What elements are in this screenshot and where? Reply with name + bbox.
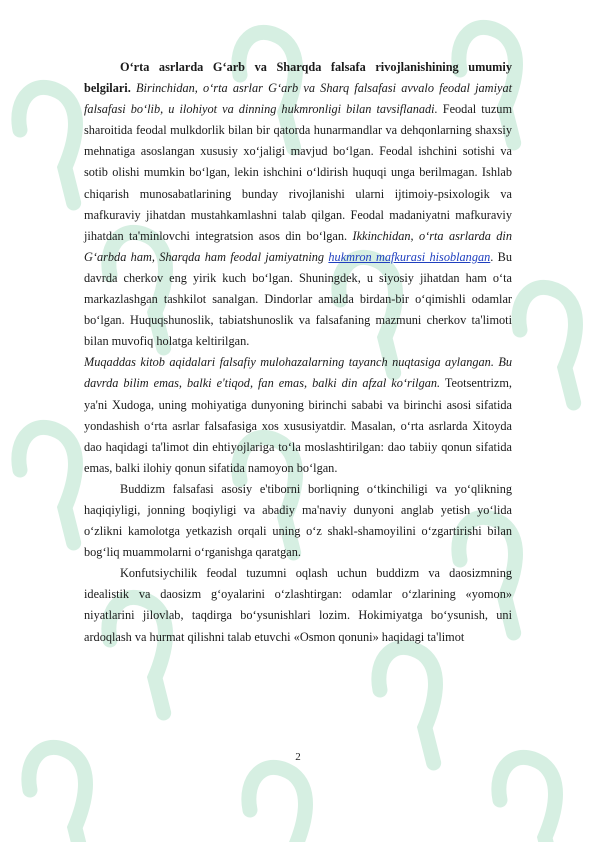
paragraph-buddhism: Buddizm falsafasi asosiy e'tiborni borliqning o‘tkinchiligi va yo‘qlikning haqiqiyligi, jonning boqiyligi va abadiy ma'naviy dunyoni anglab yetish yo‘lida o‘zlikni kamolotga yetkazish orqali uning o‘z shakl-shamoyilini o‘zgartirishi bilan bog‘liq muammolarni o‘rganishga qaratgan. — [84, 481, 512, 560]
paragraph-confucianism: Konfutsiychilik feodal tuzumni oqlash uchun buddizm va daosizmning idealistik va daosizm g‘oyalarini o‘zlashtirgan: odamlar o‘zlarining «yomon» niyatlarini jilovlab, taqdirga bo‘ysunishlari lozim. Hokimiyatga bo‘ysunish, uni ardoqlash va hurmat qilishni talab etuvchi «Osmon qonuni» haqidagi ta'limot — [84, 566, 512, 644]
watermark-glyph — [366, 637, 475, 768]
watermark-glyph — [506, 277, 596, 408]
intro-italic: Birinchidan, o‘rta asrlar G‘arb va Sharq falsafasi avvalo feodal jamiyat falsafasi bo‘lib, u ilohiyot va dinning hukmronligi bilan tavsiflanadi. — [84, 81, 513, 117]
scripture-italic: Muqaddas kitob aqidalari falsafiy mulohazalarning tayanch nuqtasiga aylangan. Bu davrda bilim emas, balki e'tiqod, fan emas, balki din afzal ko‘rilgan. — [84, 355, 512, 391]
church-text: . Bu davrda cherkov eng yirik kuch bo‘lgan. Shuningdek, u siyosiy jihatdan ham o‘ta markazlashgan tashkilot sanalgan. Dindorlar amalda birdan-bir o‘qimishli odamlar bo‘lgan. Huquqshunoslik, tabiatshunoslik va falsafaning mazmuni cherkov ta'limoti bilan muvofiq holatga keltirilgan. — [84, 249, 513, 349]
second-point-italic: Ikkinchidan, o‘rta asrlarda din G‘arbda ham, Sharqda ham feodal jamiyatning — [84, 228, 512, 264]
section-title: O‘rta asrlarda G‘arb va Sharqda falsafa rivojlanishining umumiy belgilari. — [84, 60, 512, 96]
paragraph-scripture — [84, 352, 512, 479]
document-page — [84, 57, 512, 648]
ideology-link[interactable]: hukmron mafkurasi hisoblangan — [328, 249, 491, 264]
theocentrism-text: Teotsentrizm, ya'ni Xudoga, uning mohiyatiga dunyoning birinchi sababi va birinchi asosi sifatida yondashish o‘rta asrlar falsafasiga xos xususiyatdir. Masalan, o‘rta asrlarda Xitoyda dao haqidagi ta'limot din ehtiyojlariga to‘la moslashtirilgan: dao tabiiy qonun sifatida emas, balki ilohiy qonun sifatida namoyon bo‘lgan. — [84, 376, 512, 475]
paragraph-intro — [84, 57, 512, 352]
intro-body: Feodal tuzum sharoitida feodal mulkdorlik bilan bir qatorda hunarmandlar va dehqonlarning shaxsiy mehnatiga asoslangan xususiy xo‘jaligi mavjud bo‘lgan. Feodal ishchini sotishi va sotib olishi mumkin bo‘lgan, lekin ishchini o‘ldirish huquqi unga berilmagan. Ishlab chiqarish munosabatlarining bunday rivojlanishi ularni ijtimoiy-psixologik va mafkuraviy jihatdan mustahkamlashni talab qilgan. Feodal madaniyatni mafkuraviy jihatdan ta'minlovchi integratsion asos din bo‘lgan. — [84, 102, 513, 243]
watermark-glyph — [236, 757, 345, 842]
page-number: 2 — [295, 751, 301, 763]
